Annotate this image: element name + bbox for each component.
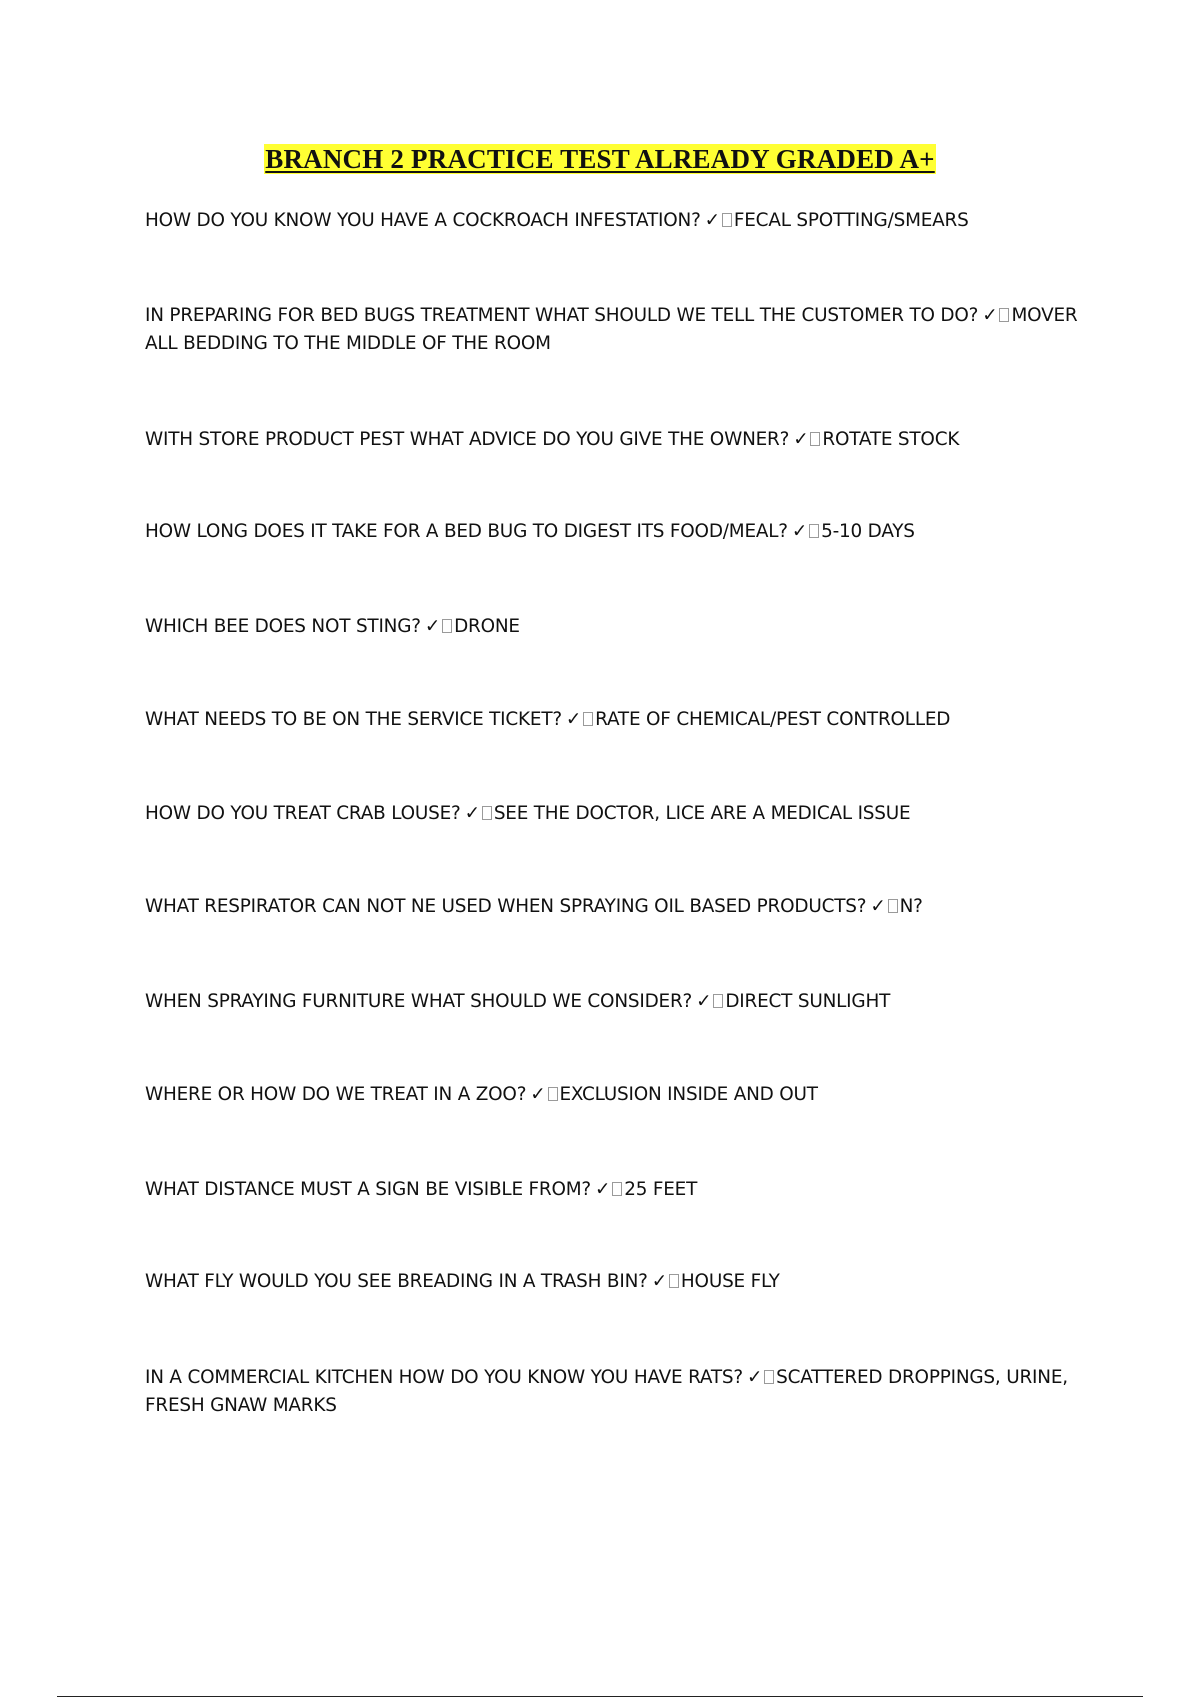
qa-item-3 [145,426,1095,454]
check-icon: ✓ [595,1179,611,1200]
answer-text: N? [899,896,923,917]
answer-text: 25 FEET [624,1179,698,1200]
empty-box-icon [612,1182,622,1196]
question-text: WHAT RESPIRATOR CAN NOT NE USED WHEN SPRAYING OIL BASED PRODUCTS? [145,896,867,917]
qa-item-11 [145,1176,1095,1204]
check-icon: ✓ [565,709,582,730]
question-text: WHERE OR HOW DO WE TREAT IN A ZOO? [145,1084,527,1105]
check-icon: ✓ [746,1367,763,1388]
answer-text: MOVER ALL BEDDING TO THE MIDDLE OF THE ROOM [145,305,1078,354]
question-text: IN PREPARING FOR BED BUGS TREATMENT WHAT SHOULD WE TELL THE CUSTOMER TO DO? [145,305,979,326]
qa-item-6 [145,706,1095,734]
answer-text: 5-10 DAYS [821,521,915,542]
qa-item-9 [145,988,1095,1016]
question-text: IN A COMMERCIAL KITCHEN HOW DO YOU KNOW YOU HAVE RATS? [145,1367,743,1388]
empty-box-icon [722,213,732,227]
empty-box-icon [764,1370,774,1384]
answer-text: EXCLUSION INSIDE AND OUT [559,1084,818,1105]
empty-box-icon [548,1087,558,1101]
footer-rule [57,1696,1143,1697]
qa-item-10 [145,1081,1095,1109]
question-text: HOW DO YOU KNOW YOU HAVE A COCKROACH INFESTATION? [145,210,701,231]
title-container [0,144,1200,174]
empty-box-icon [999,308,1009,322]
qa-item-5 [145,613,1095,641]
check-icon: ✓ [982,305,998,326]
answer-text: FECAL SPOTTING/SMEARS [733,210,969,231]
qa-item-13 [145,1364,1095,1420]
answer-text: SEE THE DOCTOR, LICE ARE A MEDICAL ISSUE [493,803,911,824]
check-icon: ✓ [870,896,886,917]
empty-box-icon [810,432,820,446]
question-text: WHAT FLY WOULD YOU SEE BREADING IN A TRASH BIN? [145,1271,648,1292]
question-text: WHEN SPRAYING FURNITURE WHAT SHOULD WE CONSIDER? [145,991,693,1012]
check-icon: ✓ [530,1084,546,1105]
answer-text: RATE OF CHEMICAL/PEST CONTROLLED [595,709,951,730]
question-text: WHICH BEE DOES NOT STING? [145,616,421,637]
qa-item-7 [145,800,1095,828]
question-text: WITH STORE PRODUCT PEST WHAT ADVICE DO YOU GIVE THE OWNER? [145,429,790,450]
answer-text: DRONE [454,616,520,637]
empty-box-icon [442,619,452,633]
qa-item-8 [145,893,1095,921]
question-text: WHAT NEEDS TO BE ON THE SERVICE TICKET? [145,709,562,730]
answer-text: SCATTERED DROPPINGS, URINE, FRESH GNAW MARKS [145,1367,1068,1416]
answer-text: ROTATE STOCK [822,429,960,450]
qa-item-2 [145,302,1095,358]
check-icon: ✓ [696,991,712,1012]
empty-box-icon [713,994,723,1008]
empty-box-icon [583,712,593,726]
document-title: BRANCH 2 PRACTICE TEST ALREADY GRADED A+ [265,144,935,174]
check-icon: ✓ [791,521,808,542]
empty-box-icon [482,806,492,820]
check-icon: ✓ [704,210,720,231]
check-icon: ✓ [651,1271,667,1292]
empty-box-icon [809,524,819,538]
qa-item-12 [145,1268,1095,1296]
qa-item-1 [145,207,1095,235]
check-icon: ✓ [464,803,480,824]
check-icon: ✓ [793,429,809,450]
empty-box-icon [888,899,898,913]
question-text: HOW LONG DOES IT TAKE FOR A BED BUG TO DIGEST ITS FOOD/MEAL? [145,521,788,542]
check-icon: ✓ [424,616,441,637]
answer-text: DIRECT SUNLIGHT [725,991,891,1012]
empty-box-icon [669,1274,679,1288]
question-text: WHAT DISTANCE MUST A SIGN BE VISIBLE FROM? [145,1179,591,1200]
qa-item-4 [145,518,1095,546]
answer-text: HOUSE FLY [680,1271,780,1292]
question-text: HOW DO YOU TREAT CRAB LOUSE? [145,803,461,824]
